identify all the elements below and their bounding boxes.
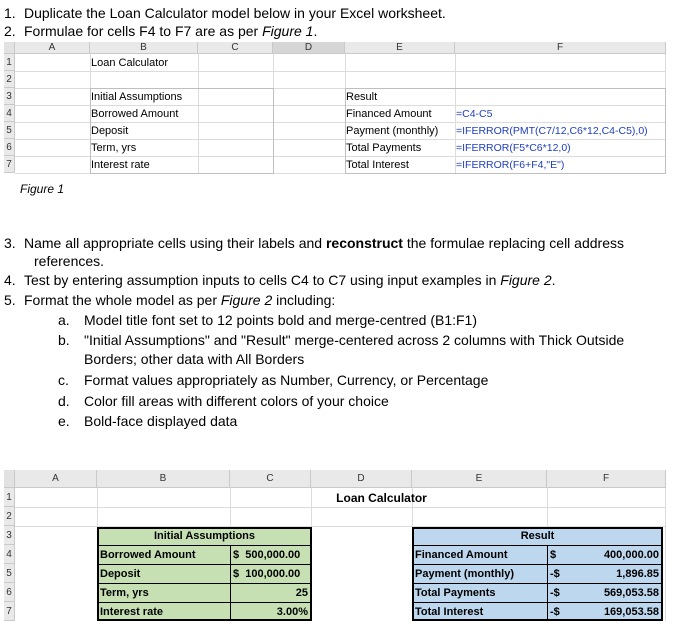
figure-reference: Figure 2 [220, 292, 273, 308]
sub-item-text: Model title font set to 12 points bold and merge-centred (B1:F1) [84, 312, 477, 328]
cell-border [99, 564, 310, 565]
step-text-end: including: [272, 292, 336, 308]
total-interest-value[interactable]: 169,053.58 [603, 606, 659, 618]
figure-reference: Figure 2 [500, 272, 552, 288]
gridline [15, 507, 666, 508]
assumption-label-cell[interactable]: Deposit [91, 125, 129, 137]
column-header-a[interactable]: A [15, 470, 97, 488]
figure-reference: Figure 1 [262, 23, 314, 39]
row-header[interactable]: 2 [4, 71, 15, 88]
row-header[interactable]: 7 [4, 602, 15, 621]
sub-item-letter: b. [58, 332, 70, 348]
column-header-f[interactable]: F [455, 42, 666, 54]
assumption-label-cell[interactable]: Term, yrs [91, 142, 137, 154]
payment-monthly-value[interactable]: 1,896.85 [616, 568, 659, 580]
assumption-label-cell[interactable]: Borrowed Amount [91, 108, 179, 120]
instruction-step-3-continued: references. [34, 253, 105, 269]
sub-item-letter: e. [58, 413, 70, 429]
cell-border [414, 545, 661, 546]
sub-item-b-continued: Borders; other data with All Borders [84, 351, 305, 367]
sub-item-b [58, 331, 624, 349]
emphasis-text: reconstruct [325, 235, 403, 251]
cell-border [99, 602, 310, 603]
step-number: 4. [4, 272, 16, 288]
sub-item-letter: d. [58, 393, 70, 409]
result-header-cell[interactable]: Result [346, 91, 378, 103]
result-header-cell[interactable]: Result [520, 530, 555, 542]
formula-cell-f4[interactable]: =C4-C5 [456, 108, 493, 120]
instruction-step-5 [4, 291, 335, 309]
assumptions-header-cell[interactable]: Initial Assumptions [153, 530, 256, 542]
financed-amount-value[interactable]: 400,000.00 [603, 549, 659, 561]
step-number: 5. [4, 292, 16, 308]
instruction-step-3 [4, 234, 624, 252]
step-text-end: . [313, 23, 318, 39]
figure1-caption: Figure 1 [20, 182, 65, 196]
step-number: 1. [4, 5, 16, 21]
term-value[interactable]: 25 [295, 587, 308, 599]
figure2-spreadsheet [4, 470, 666, 628]
result-label-cell[interactable]: Financed Amount [346, 108, 432, 120]
column-header-b[interactable]: B [90, 42, 198, 54]
step-text: Name all appropriate cells using their labels and [24, 235, 326, 251]
interest-rate-value[interactable]: 3.00% [276, 606, 308, 618]
row-header[interactable]: 3 [4, 88, 15, 105]
cell-border [99, 545, 310, 546]
column-header-c[interactable]: C [198, 42, 273, 54]
instruction-step-1 [4, 4, 446, 22]
currency-sign: -$ [550, 568, 560, 580]
total-payments-value[interactable]: 569,053.58 [603, 587, 659, 599]
cell-border [414, 583, 661, 584]
sub-item-c [58, 371, 488, 389]
step-text: Test by entering assumption inputs to cells C4 to C7 using input examples in [24, 272, 501, 288]
currency-sign: -$ [550, 606, 560, 618]
figure1-spreadsheet [4, 42, 666, 180]
currency-sign: -$ [550, 587, 560, 599]
select-all-corner[interactable] [4, 470, 15, 488]
sub-item-text: Color fill areas with different colors of your choice [84, 393, 389, 409]
column-header-e[interactable]: E [412, 470, 547, 488]
formula-cell-f5[interactable]: =IFERROR(PMT(C7/12,C6*12,C4-C5),0) [456, 125, 648, 137]
model-title-cell[interactable]: Loan Calculator [91, 57, 169, 69]
sub-item-a [58, 311, 477, 329]
row-header[interactable]: 5 [4, 122, 15, 139]
assumption-label-cell[interactable]: Interest rate [91, 159, 150, 171]
step-number: 2. [4, 23, 16, 39]
select-all-corner[interactable] [4, 42, 15, 54]
formula-cell-f6[interactable]: =IFERROR(F5*C6*12,0) [456, 142, 571, 154]
sub-item-letter: c. [58, 372, 69, 388]
result-label-cell[interactable]: Payment (monthly) [415, 568, 515, 580]
cell-border [414, 602, 661, 603]
row-header[interactable]: 6 [4, 139, 15, 156]
step-text: Formulae for cells F4 to F7 are as per [24, 23, 263, 39]
row-header[interactable]: 5 [4, 564, 15, 583]
instruction-step-2 [4, 22, 317, 40]
column-header-a[interactable]: A [15, 42, 90, 54]
borrowed-amount-value[interactable]: $ 500,000.00 [233, 549, 301, 561]
result-label-cell[interactable]: Total Interest [346, 159, 409, 171]
assumption-label-cell[interactable]: Deposit [100, 568, 141, 580]
sub-item-text: Bold-face displayed data [84, 413, 238, 429]
step-text: Duplicate the Loan Calculator model below in your Excel worksheet. [24, 5, 446, 21]
assumption-label-cell[interactable]: Interest rate [100, 606, 163, 618]
sub-item-letter: a. [58, 312, 70, 328]
cell-border [230, 545, 231, 620]
row-header[interactable]: 4 [4, 545, 15, 564]
result-label-cell[interactable]: Total Payments [346, 142, 422, 154]
column-header-c[interactable]: C [230, 470, 311, 488]
column-header-d[interactable]: D [311, 470, 412, 488]
column-header-f[interactable]: F [547, 470, 666, 488]
row-header[interactable]: 6 [4, 583, 15, 602]
row-header[interactable]: 3 [4, 526, 15, 545]
result-label-cell[interactable]: Total Payments [415, 587, 496, 599]
cell-border [99, 583, 310, 584]
step-text-end: . [551, 272, 556, 288]
step-number: 3. [4, 235, 16, 251]
deposit-value[interactable]: $ 100,000.00 [233, 568, 301, 580]
sub-item-d [58, 392, 389, 410]
formula-cell-f7[interactable]: =IFERROR(F6+F4,"E") [456, 159, 565, 171]
assumption-label-cell[interactable]: Borrowed Amount [100, 549, 196, 561]
cell-border [414, 564, 661, 565]
step-text: Format the whole model as per [24, 292, 221, 308]
gridline [15, 71, 666, 72]
row-header[interactable]: 1 [4, 54, 15, 71]
column-header-d[interactable]: D [273, 42, 345, 54]
result-label-cell[interactable]: Total Interest [415, 606, 484, 618]
column-header-e[interactable]: E [345, 42, 455, 54]
row-header[interactable]: 7 [4, 156, 15, 173]
sub-item-text: Format values appropriately as Number, Currency, or Percentage [84, 372, 489, 388]
result-label-cell[interactable]: Financed Amount [415, 549, 508, 561]
currency-sign: $ [550, 549, 557, 561]
column-header-b[interactable]: B [97, 470, 230, 488]
instruction-step-4 [4, 271, 556, 289]
cell-border [547, 545, 548, 620]
assumption-label-cell[interactable]: Term, yrs [100, 587, 149, 599]
sub-item-text: "Initial Assumptions" and "Result" merge-centered across 2 columns with Thick Outside [84, 332, 625, 348]
assumptions-header-cell[interactable]: Initial Assumptions [91, 91, 183, 103]
row-header[interactable]: 4 [4, 105, 15, 122]
step-text-end: the formulae replacing cell address [402, 235, 624, 251]
sub-item-e [58, 412, 237, 430]
row-header[interactable]: 2 [4, 507, 15, 526]
result-label-cell[interactable]: Payment (monthly) [346, 125, 439, 137]
model-title-cell[interactable]: Loan Calculator [336, 491, 427, 505]
row-header[interactable]: 1 [4, 488, 15, 507]
